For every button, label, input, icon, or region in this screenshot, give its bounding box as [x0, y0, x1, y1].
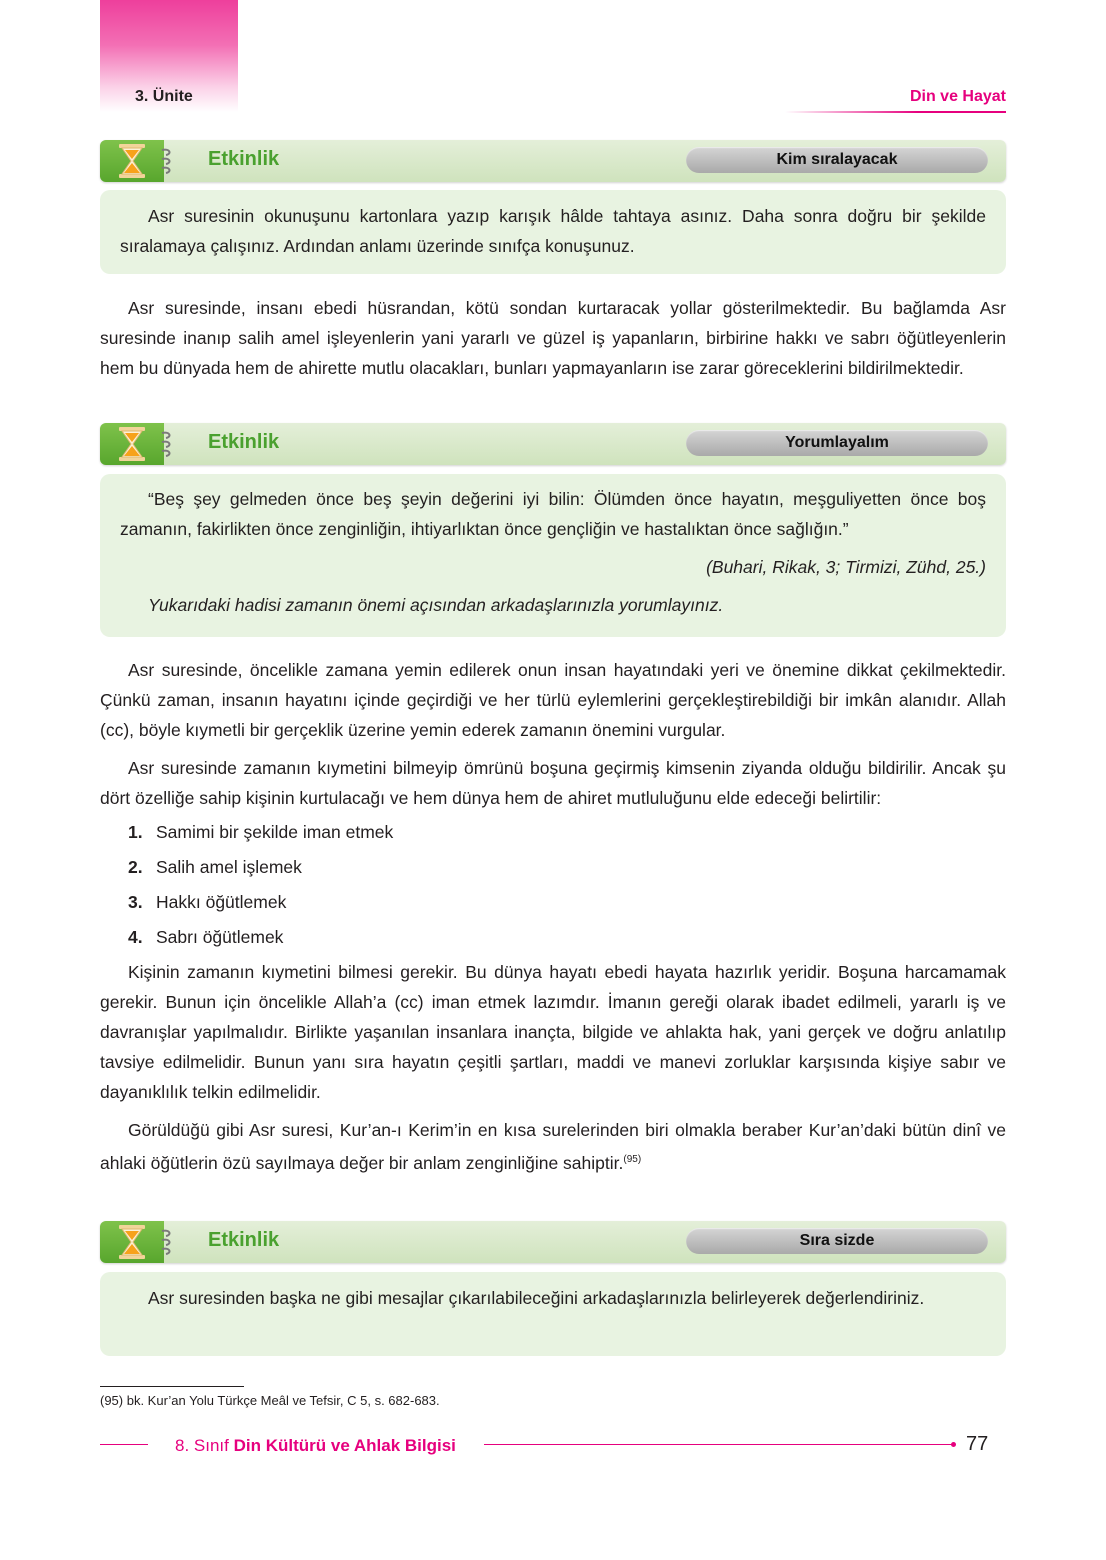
activity-instruction: Yukarıdaki hadisi zamanın önemi açısından arkadaşlarınızla yorumlayınız. — [148, 595, 724, 615]
activity-icon-box — [100, 140, 164, 182]
activity-header — [100, 140, 1006, 182]
hourglass-icon — [116, 426, 148, 462]
activity-tag: Kim sıralayacak — [686, 147, 988, 173]
activity-tag: Sıra sizde — [686, 1228, 988, 1254]
body-paragraph — [100, 293, 1006, 383]
footnote-ref: (95) — [623, 1154, 642, 1165]
paragraph-3: Asr suresinde zamanın kıymetini bilmeyip ömrünü boşuna geçirmiş kimsenin ziyanda olduğu bildirilir. Ancak şu dört özelliğe sahip kişinin kurtulacağı ve hem dünya hem de ahiret mutluluğunu elde edeceği belirtilir: — [100, 758, 1006, 808]
header-rule — [785, 111, 1006, 113]
unit-label: 3. Ünite — [135, 88, 193, 105]
activity-box — [100, 474, 1006, 637]
page-number: 77 — [966, 1433, 989, 1455]
activity-header — [100, 1221, 1006, 1263]
footnote-rule — [100, 1386, 244, 1387]
footnote: (95) bk. Kur’an Yolu Türkçe Meâl ve Tefsir, C 5, s. 682-683. — [100, 1393, 440, 1408]
hadith-citation: (Buhari, Rikak, 3; Tirmizi, Zühd, 25.) — [706, 557, 986, 577]
section-title: Din ve Hayat — [909, 88, 1006, 105]
paragraph-5: Görüldüğü gibi Asr suresi, Kur’an-ı Kerim’in en kısa surelerinden biri olmakla beraber Kur’an’daki bütün dinî ve ahlaki öğütlerin özü sayılmaya değer bir anlam zenginliğine sahiptir.$^{(95)}$ — [100, 1120, 1006, 1173]
hourglass-icon — [116, 1224, 148, 1260]
activity-box — [100, 1272, 1006, 1356]
list-item: 1. Samimi bir şekilde iman etmek — [128, 822, 394, 842]
activity-text: Asr suresinin okunuşunu kartonlara yazıp karışık hâlde tahtaya asınız. Daha sonra doğru bir şekilde sıralamaya çalışınız. Ardından anlamı üzerinde sınıfça konuşunuz. — [120, 206, 986, 256]
footer-rule-right — [484, 1444, 952, 1445]
paragraph-1: Asr suresinde, insanı ebedi hüsrandan, kötü sondan kurtaracak yollar gösterilmektedir. Bu bağlamda Asr suresinde inanıp salih amel işleyenlerin yani yararlı ve güzel iş yapanların, birbirine hakkı ve sabrı öğütleyenlerin hem bu dünyada hem de ahirette mutlu olacakları, bunları yapmayanların ise zarar göreceklerini bildirilmektedir. — [100, 298, 1006, 378]
activity-icon-box — [100, 1221, 164, 1263]
hourglass-icon — [116, 143, 148, 179]
paragraph-4: Kişinin zamanın kıymetini bilmesi gerekir. Bu dünya hayatı ebedi hayata hazırlık yeridir. Boşuna harcamamak gerekir. Bunun için öncelikle Allah’a (cc) iman etmek lazımdır. İmanın gereği olarak ibadet edilmeli, yararlı iş ve davranışlar yapılmalıdır. Birlikte yaşanılan insanlara inançta, bilgide ve ahlakta hak, yani gerçek ve doğru anlatılıp tavsiye edilmelidir. Bunun yanı sıra hayatın çeşitli şartları, maddi ve manevi zorluklar karşısında kişiye sabır ve dayanıklılık telkin edilmelidir. — [100, 962, 1006, 1102]
binder-rings-icon — [160, 429, 176, 459]
list-item: 2. Salih amel işlemek — [128, 857, 302, 877]
activity-title: Etkinlik — [208, 1229, 280, 1251]
list-item: 3. Hakkı öğütlemek — [128, 892, 287, 912]
hadith-quote: “Beş şey gelmeden önce beş şeyin değerini iyi bilin: Ölümden önce hayatın, meşguliyetten önce boş zamanın, fakirlikten önce zenginliğin, ihtiyarlıktan önce gençliğin ve hastalıktan önce sağlığın.” — [120, 489, 986, 539]
footer-book-title: 8. Sınıf Din Kültürü ve Ahlak Bilgisi — [175, 1436, 456, 1455]
footer-dot — [951, 1442, 956, 1447]
activity-text: Asr suresinden başka ne gibi mesajlar çıkarılabileceğini arkadaşlarınızla belirleyerek değerlendiriniz. — [148, 1288, 925, 1308]
activity-box — [100, 190, 1006, 274]
activity-icon-box — [100, 423, 164, 465]
paragraph-2: Asr suresinde, öncelikle zamana yemin edilerek onun insan hayatındaki yeri ve önemine dikkat çekilmektedir. Çünkü zaman, insanın hayatını içinde geçirdiği ve her türlü eylemlerini gerçekleştirebildiği bir imkân alanıdır. Allah (cc), böyle kıymetli bir gerçeklik üzerine yemin ederek zamanın önemini vurgular. — [100, 660, 1006, 740]
activity-tag: Yorumlayalım — [686, 430, 988, 456]
footer-rule-left — [100, 1444, 148, 1445]
binder-rings-icon — [160, 1227, 176, 1257]
binder-rings-icon — [160, 146, 176, 176]
list-item: 4. Sabrı öğütlemek — [128, 927, 284, 947]
qualities-list — [100, 815, 1006, 955]
body-paragraph — [100, 655, 1006, 1178]
activity-header — [100, 423, 1006, 465]
activity-title: Etkinlik — [208, 148, 280, 170]
activity-title: Etkinlik — [208, 431, 280, 453]
